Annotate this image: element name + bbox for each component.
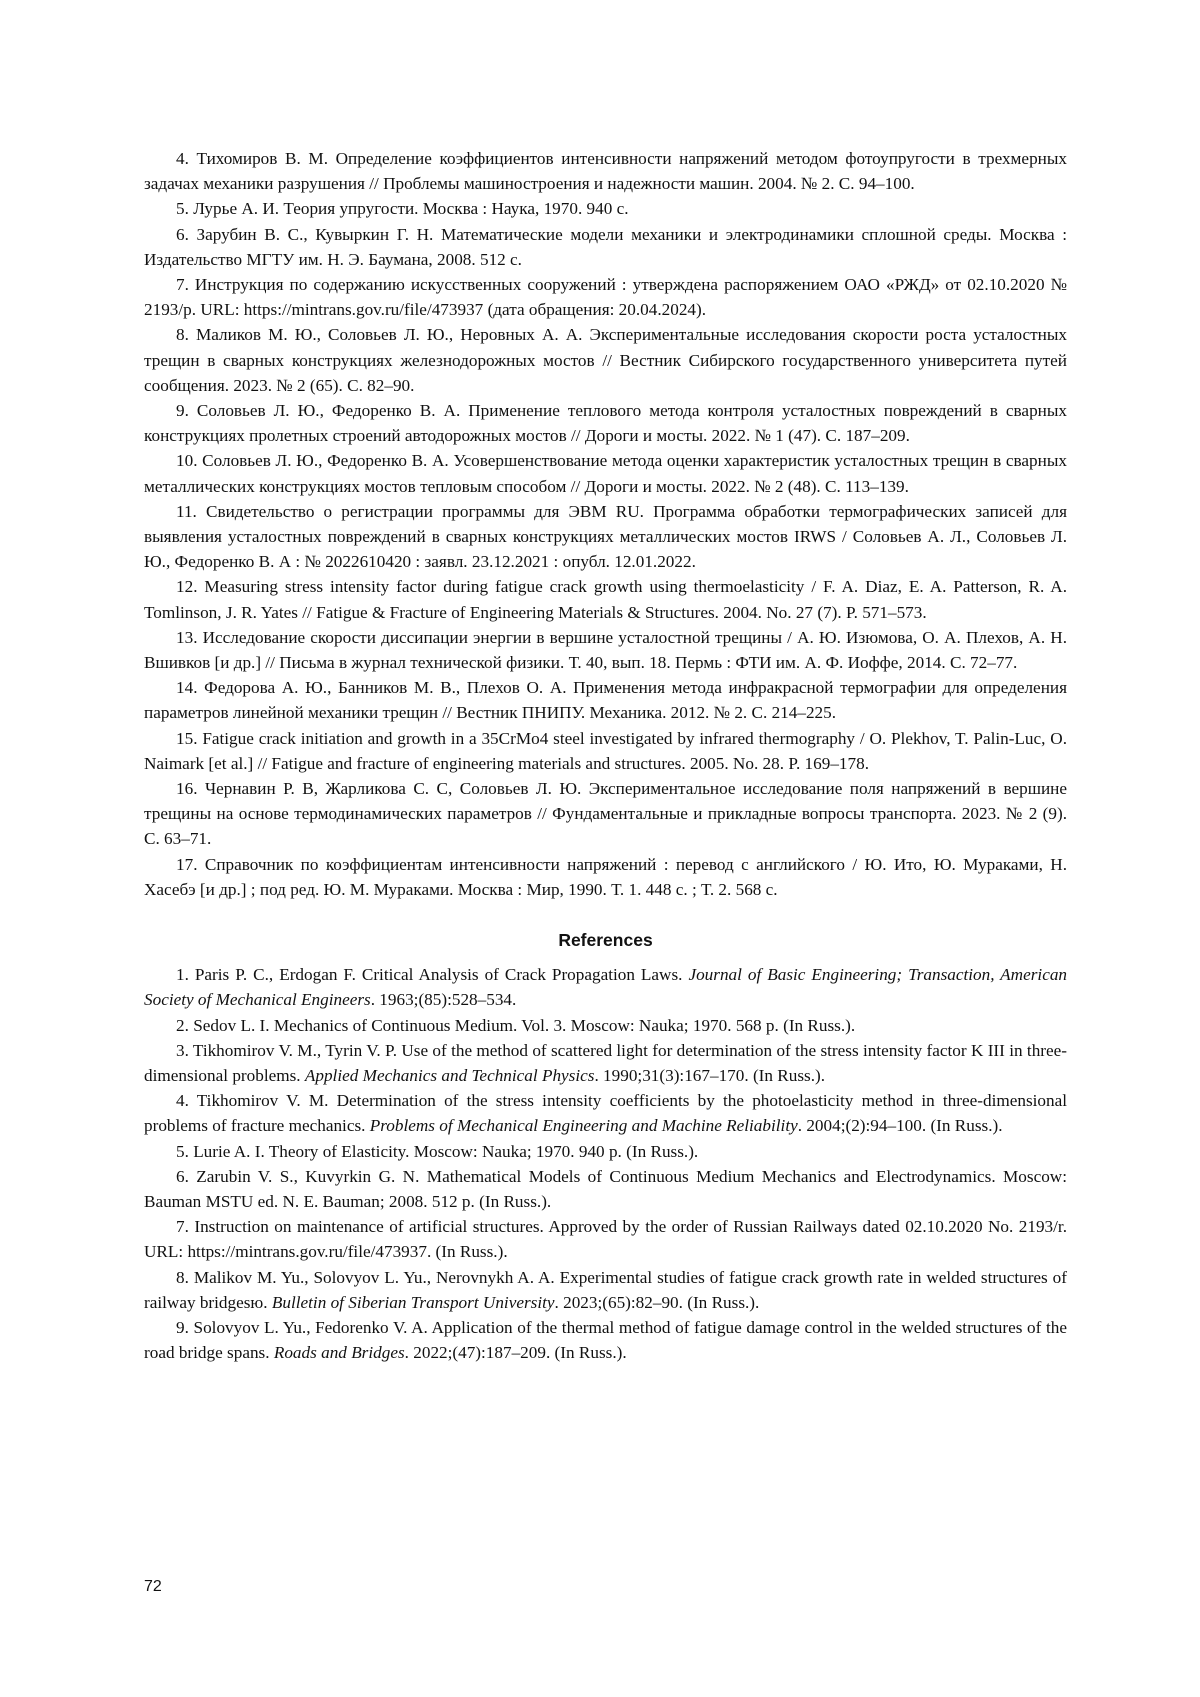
reference-entry: 7. Инструкция по содержанию искусственных сооружений : утверждена распоряжением ОАО «РЖД» от 02.10.2020 № 2193/р. URL: https://mintrans.gov.ru/file/473937 (дата обращения: 20.04.2024). [144,275,1067,320]
reference-details: . 2023;(65):82–90. (In Russ.). [554,1292,760,1312]
reference-entry: 5. Лурье А. И. Теория упругости. Москва : Наука, 1970. 940 с. [176,199,629,219]
reference-text: 5. Lurie A. I. Theory of Elasticity. Moscow: Nauka; 1970. 940 p. (In Russ.). [176,1141,699,1161]
reference-entry [144,1139,1067,1164]
english-reference-list [144,962,1067,1365]
reference-entry: 10. Соловьев Л. Ю., Федоренко В. А. Усовершенствование метода оценки характеристик усталостных трещин в сварных металлических конструкциях мостов тепловым способом // Дороги и мосты. 2022. № 2 (48). С. 113–139. [144,451,1067,496]
reference-entry [144,1164,1067,1214]
references-heading: References [558,930,653,951]
reference-entry: 15. Fatigue crack initiation and growth in a 35CrMo4 steel investigated by infrared thermography / O. Plekhov, T. Palin-Luc, O. Naimark [et al.] // Fatigue and fracture of engineering materials and structures. 2005. No. 28. P. 169–178. [144,728,1067,773]
journal-title: Applied Mechanics and Technical Physics [304,1065,595,1085]
reference-entry: 12. Measuring stress intensity factor during fatigue crack growth using thermoelasticity / F. A. Diaz, E. A. Patterson, R. A. Tomlinson, J. R. Yates // Fatigue & Fracture of Engineering Materials & Structures. 2004. No. 27 (7). P. 571–573. [144,577,1067,622]
reference-text: 9. Solovyov L. Yu., Fedorenko V. A. Application of the thermal method of fatigue damage control in the welded structures of the road bridge spans. [144,1317,1067,1363]
reference-entry: 4. Тихомиров В. М. Определение коэффициентов интенсивности напряжений методом фотоупругости в трехмерных задачах механики разрушения // Проблемы машиностроения и надежности машин. 2004. № 2. С. 94–100. [144,149,1067,194]
reference-entry: 13. Исследование скорости диссипации энергии в вершине усталостной трещины / А. Ю. Изюмова, О. А. Плехов, А. Н. Вшивков [и др.] // Письма в журнал технической физики. Т. 40, вып. 18. Пермь : ФТИ им. А. Ф. Иоффе, 2014. С. 72–77. [144,627,1067,673]
journal-title: Journal of Basic Engineering; Transaction, American Society of Mechanical Engineers [144,965,1068,1010]
reference-entry: 17. Справочник по коэффициентам интенсивности напряжений : перевод с английского / Ю. Ито, Ю. Мураками, Н. Хасебэ [и др.] ; под ред. Ю. М. Мураками. Москва : Мир, 1990. Т. 1. 448 с. ; Т. 2. 568 с. [144,854,1067,899]
reference-details: . 1990;31(3):167–170. (In Russ.). [594,1065,826,1085]
reference-text: 2. Sedov L. I. Mechanics of Continuous Medium. Vol. 3. Moscow: Nauka; 1970. 568 p. (In Russ.). [176,1015,856,1035]
reference-entry: 6. Зарубин В. С., Кувыркин Г. Н. Математические модели механики и электродинамики сплошной среды. Москва : Издательство МГТУ им. Н. Э. Баумана, 2008. 512 с. [144,224,1067,269]
reference-entry: 9. Соловьев Л. Ю., Федоренко В. А. Применение теплового метода контроля усталостных повреждений в сварных конструкциях пролетных строений автодорожных мостов // Дороги и мосты. 2022. № 1 (47). С. 187–209. [144,401,1067,446]
journal-title: Roads and Bridges [273,1343,405,1363]
reference-text: 8. Malikov M. Yu., Solovyov L. Yu., Nerovnykh A. A. Experimental studies of fatigue crack growth rate in welded structures of railway bridgesю. [144,1267,1067,1312]
journal-title: Problems of Mechanical Engineering and Machine Reliability [369,1116,798,1136]
reference-entry [144,1013,1067,1038]
reference-entry [144,1214,1067,1264]
reference-text: 1. Paris P. C., Erdogan F. Critical Analysis of Crack Propagation Laws. [176,965,689,985]
reference-entry [144,1088,1067,1138]
reference-text: 6. Zarubin V. S., Kuvyrkin G. N. Mathematical Models of Continuous Medium Mechanics and Electrodynamics. Moscow: Bauman MSTU ed. N. E. Bauman; 2008. 512 p. (In Russ.). [144,1166,1067,1211]
journal-title: Bulletin of Siberian Transport University [271,1292,555,1312]
reference-details: . 2004;(2):94–100. (In Russ.). [797,1116,1003,1136]
reference-entry: 14. Федорова А. Ю., Банников М. В., Плехов О. А. Применения метода инфракрасной термографии для определения параметров линейной механики трещин // Вестник ПНИПУ. Механика. 2012. № 2. С. 214–225. [144,678,1067,723]
russian-reference-list [144,146,1067,902]
reference-text: 7. Instruction on maintenance of artificial structures. Approved by the order of Russian Railways dated 02.10.2020 No. 2193/r. URL: https://mintrans.gov.ru/file/473937. (In Russ.). [144,1217,1067,1262]
reference-details: . 1963;(85):528–534. [370,990,517,1010]
page-body [144,146,1067,1365]
page-number: 72 [144,1578,162,1595]
reference-entry [144,1315,1067,1365]
reference-text: 4. Tikhomirov V. M. Determination of the stress intensity coefficients by the photoelasticity method in three-dimensional problems of fracture mechanics. [144,1091,1067,1136]
reference-details: . 2022;(47):187–209. (In Russ.). [404,1343,627,1363]
reference-entry [144,1265,1067,1315]
reference-text: 3. Tikhomirov V. M., Tyrin V. P. Use of the method of scattered light for determination of the stress intensity factor K III in three-dimensional problems. [144,1040,1067,1085]
reference-entry: 8. Маликов М. Ю., Соловьев Л. Ю., Неровных А. А. Экспериментальные исследования скорости роста усталостных трещин в сварных конструкциях железнодорожных мостов // Вестник Сибирского государственного университета путей сообщения. 2023. № 2 (65). С. 82–90. [144,325,1067,395]
reference-entry [144,962,1067,1012]
reference-entry: 11. Свидетельство о регистрации программы для ЭВМ RU. Программа обработки термографических записей для выявления усталостных повреждений в сварных конструкциях металлических мостов IRWS / Соловьев А. Л., Соловьев Л. Ю., Федоренко В. А : № 2022610420 : заявл. 23.12.2021 : опубл. 12.01.2022. [144,501,1067,572]
reference-entry: 16. Чернавин Р. В, Жарликова С. С, Соловьев Л. Ю. Экспериментальное исследование поля напряжений в вершине трещины на основе термодинамических параметров // Фундаментальные и прикладные вопросы транспорта. 2023. № 2 (9). С. 63–71. [144,779,1067,849]
reference-entry [144,1038,1067,1088]
